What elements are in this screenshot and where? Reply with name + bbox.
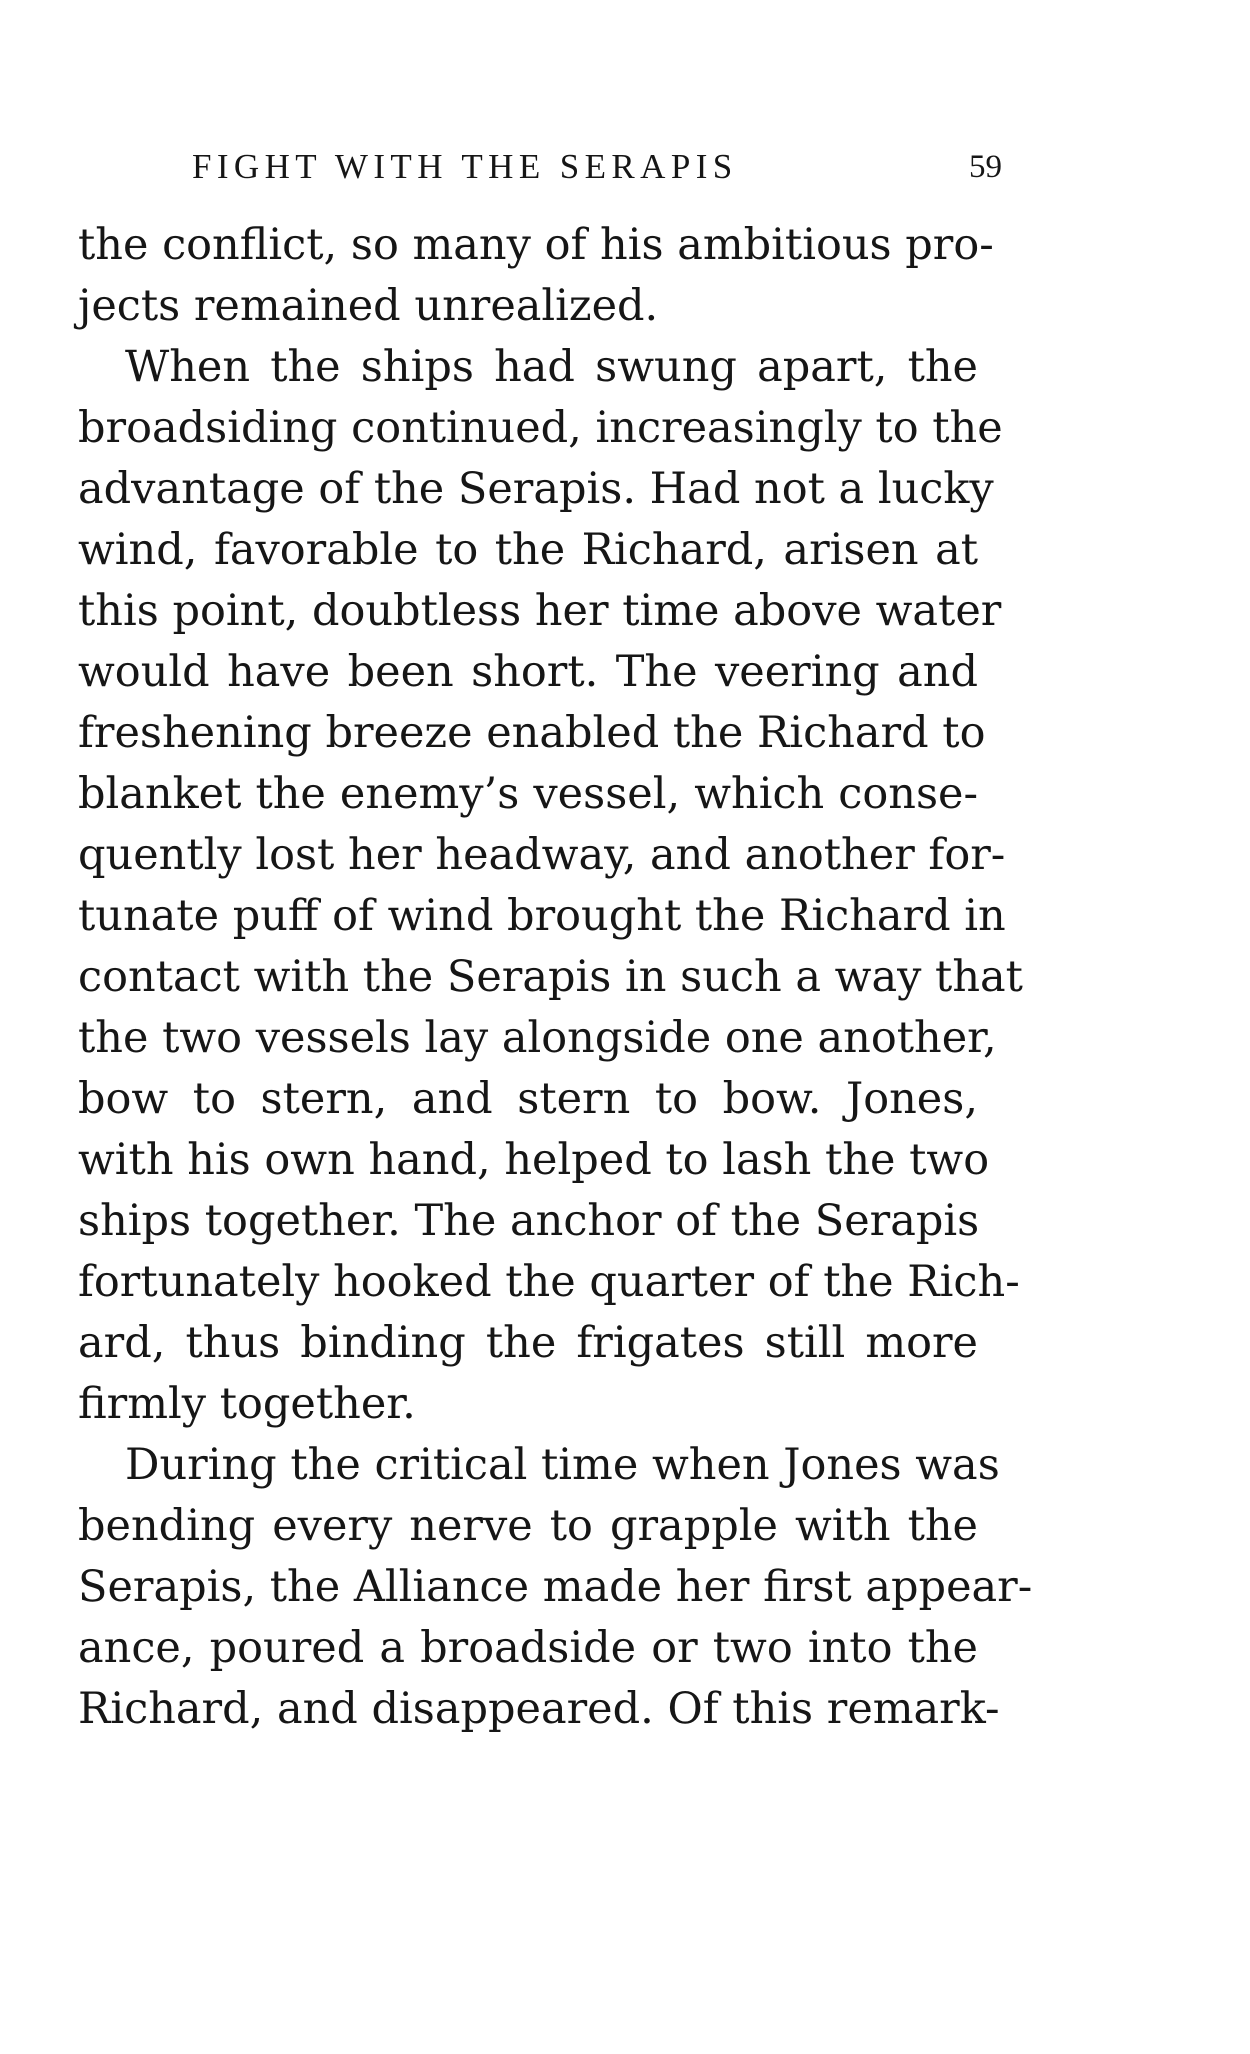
- text-line: ance, poured a broadside or two into the: [78, 1623, 978, 1673]
- text-line: ships together. The anchor of the Serapis: [78, 1196, 980, 1246]
- text-line: quently lost her headway, and another for-: [78, 830, 1006, 880]
- text-line: tunate puff of wind brought the Richard in: [78, 891, 1006, 941]
- text-line: blanket the enemy’s vessel, which conse-: [78, 769, 978, 819]
- text-line: the two vessels lay alongside one another,: [78, 1013, 997, 1063]
- text-line: advantage of the Serapis. Had not a lucky: [78, 464, 994, 514]
- running-title: FIGHT WITH THE SERAPIS: [192, 147, 738, 186]
- text-line: jects remained unrealized.: [78, 281, 659, 331]
- running-head: [192, 142, 1002, 192]
- text-line: would have been short. The veering and: [78, 647, 978, 697]
- text-line: bending every nerve to grapple with the: [78, 1501, 978, 1551]
- text-line: contact with the Serapis in such a way that: [78, 952, 1023, 1002]
- page-number: 59: [969, 149, 1002, 185]
- text-line: freshening breeze enabled the Richard to: [78, 708, 986, 758]
- text-line: When the ships had swung apart, the: [125, 342, 978, 392]
- text-line: ard, thus binding the frigates still more: [78, 1318, 978, 1368]
- text-line: this point, doubtless her time above water: [78, 586, 1002, 636]
- text-line: Richard, and disappeared. Of this remark-: [78, 1684, 1000, 1734]
- text-line: firmly together.: [78, 1379, 416, 1429]
- text-line: bow to stern, and stern to bow. Jones,: [78, 1074, 978, 1124]
- body-text: [78, 215, 1033, 1740]
- text-line: fortunately hooked the quarter of the Rich-: [78, 1257, 1020, 1307]
- text-line: the conflict, so many of his ambitious pro-: [78, 220, 994, 270]
- text-line: Serapis, the Alliance made her first appear-: [78, 1562, 1033, 1612]
- text-line: with his own hand, helped to lash the two: [78, 1135, 990, 1185]
- text-line: wind, favorable to the Richard, arisen at: [78, 525, 978, 575]
- text-line: broadsiding continued, increasingly to the: [78, 403, 1003, 453]
- text-line: During the critical time when Jones was: [125, 1440, 1000, 1490]
